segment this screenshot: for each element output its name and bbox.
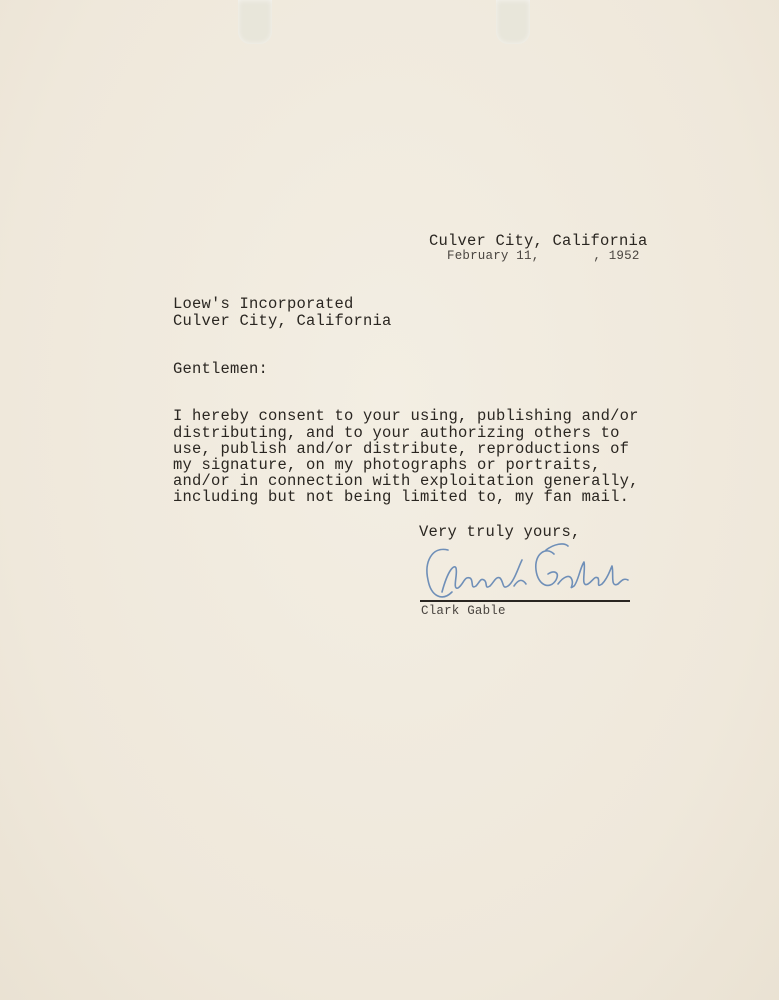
recipient-city: Culver City, California: [173, 312, 392, 330]
letter-date: February 11, , 1952: [447, 249, 640, 263]
body-line: I hereby consent to your using, publishing and/or: [173, 407, 639, 425]
recipient-name: Loew's Incorporated: [173, 295, 354, 313]
body-line: my signature, on my photographs or portraits,: [173, 456, 601, 474]
body-line: including but not being limited to, my fan mail.: [173, 488, 630, 506]
signer-name: Clark Gable: [421, 604, 506, 618]
tape-strip: [496, 0, 530, 44]
body-line: use, publish and/or distribute, reproductions of: [173, 440, 630, 458]
tape-strip: [238, 0, 272, 44]
body-line: distributing, and to your authorizing others to: [173, 424, 620, 442]
salutation: Gentlemen:: [173, 360, 269, 378]
body-line: and/or in connection with exploitation generally,: [173, 472, 639, 490]
closing: Very truly yours,: [419, 523, 581, 541]
letter-place: Culver City, California: [429, 232, 648, 250]
